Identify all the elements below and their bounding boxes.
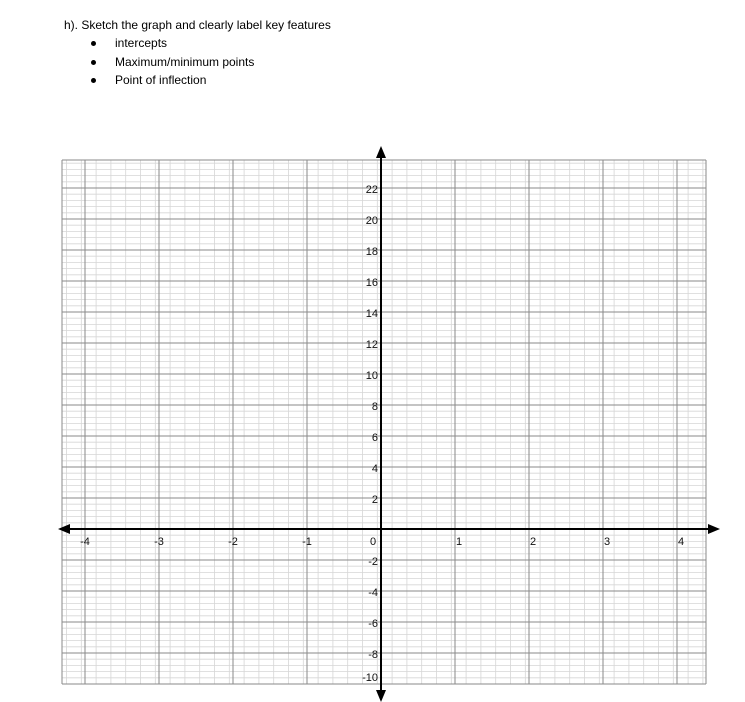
y-tick-label: 12 [365,339,378,351]
x-tick-label: 1 [455,536,463,548]
y-tick-label: 14 [365,308,378,320]
x-tick-labels [80,536,684,548]
x-tick-label: 3 [603,536,611,548]
y-tick-label: 2 [371,494,378,506]
y-tick-label: 18 [365,246,378,258]
y-tick-label: 4 [371,463,378,475]
y-tick-label: 10 [365,370,378,382]
x-tick-label: -2 [228,536,238,548]
bullet-item: Point of inflection [64,71,331,90]
x-tick-label: -3 [154,536,164,548]
major-grid-lines [62,160,706,684]
bullet-item: Maximum/minimum points [64,53,331,72]
y-tick-label: 22 [365,184,378,196]
y-tick-labels [362,184,378,684]
y-axis-down-arrow-icon [376,690,386,702]
y-axis-up-arrow-icon [376,146,386,158]
y-tick-label: -4 [368,587,378,599]
x-axis-left-arrow-icon [58,524,70,534]
x-tick-label: 4 [677,536,685,548]
y-tick-label: 16 [365,277,378,289]
x-axis-right-arrow-icon [708,524,720,534]
y-tick-label: 20 [365,215,378,227]
question-prompt: h). Sketch the graph and clearly label key features [64,18,331,32]
y-tick-label: -2 [368,556,378,568]
x-tick-label: 0 [369,536,377,548]
y-tick-label: 8 [371,401,378,413]
y-tick-label: -8 [368,649,378,661]
bullet-item: intercepts [64,34,331,53]
y-tick-label: -10 [362,672,378,684]
y-tick-label: -6 [368,618,378,630]
x-tick-label: 2 [529,536,537,548]
x-tick-label: -1 [302,536,312,548]
y-tick-label: 6 [371,432,378,444]
x-tick-label: -4 [80,536,90,548]
